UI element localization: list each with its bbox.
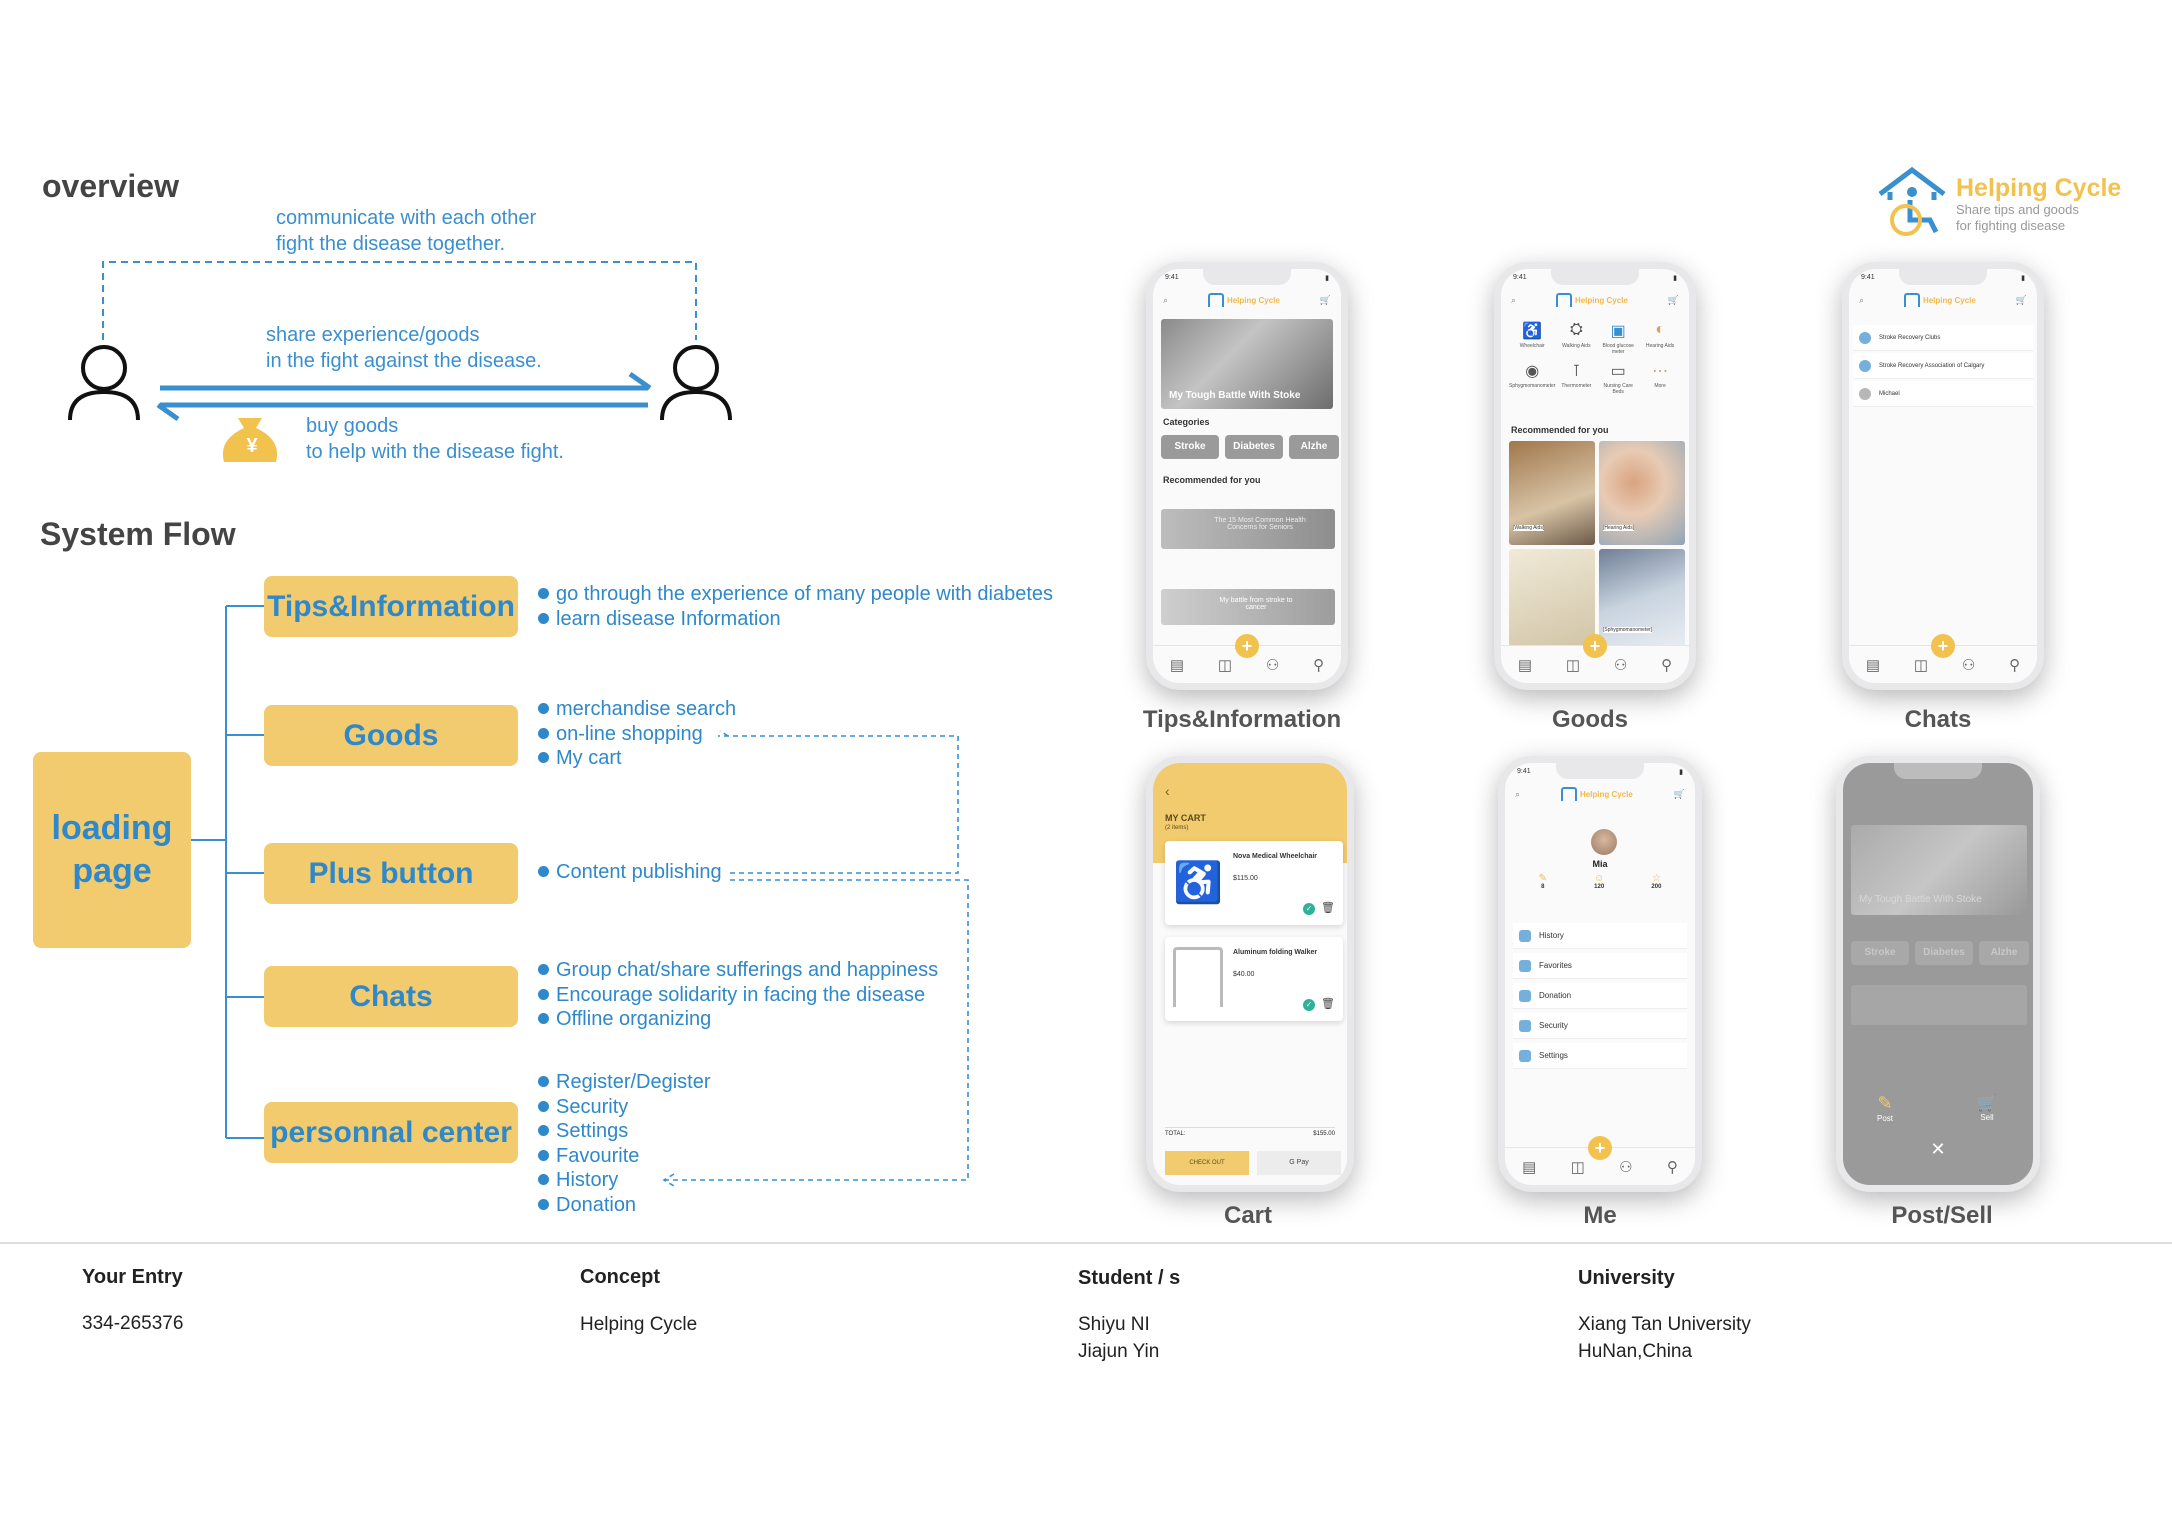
profile-stats bbox=[1515, 873, 1685, 890]
mini-logo bbox=[1556, 293, 1628, 307]
item2-price: $40.00 bbox=[1233, 971, 1255, 978]
close-icon[interactable]: ✕ bbox=[1930, 1139, 1946, 1159]
profile-icon[interactable]: ⚲ bbox=[1666, 1158, 1678, 1176]
label-me: Me bbox=[1583, 1202, 1617, 1229]
menu-history[interactable]: History bbox=[1513, 923, 1687, 949]
chats-topbar bbox=[1849, 285, 2037, 315]
system-flow-title: System Flow bbox=[40, 516, 236, 552]
phone-post-sell bbox=[1836, 756, 2040, 1192]
tips-bullet-2: learn disease Information bbox=[538, 607, 1053, 632]
chats-bullet-2: Encourage solidarity in facing the disease bbox=[538, 983, 938, 1008]
university-1: Xiang Tan University bbox=[1578, 1314, 1751, 1335]
group-icon[interactable]: ⚇ bbox=[1613, 656, 1628, 674]
group-icon[interactable]: ⚇ bbox=[1961, 656, 1976, 674]
bag-icon[interactable]: ◫ bbox=[1913, 656, 1929, 674]
label-goods: Goods bbox=[1552, 706, 1628, 733]
cart-item-1[interactable] bbox=[1165, 841, 1343, 925]
total-value: $155.00 bbox=[1313, 1131, 1335, 1137]
categories-title: Categories bbox=[1163, 417, 1210, 427]
menu-security[interactable]: Security bbox=[1513, 1013, 1687, 1039]
cart-icon[interactable]: 🛒 bbox=[1667, 294, 1679, 305]
check-icon[interactable]: ✓ bbox=[1303, 903, 1315, 915]
dimmed-chip-diabetes: Diabetes bbox=[1915, 941, 1973, 965]
node-tips[interactable]: Tips&Information bbox=[264, 576, 518, 637]
phone-notch bbox=[1894, 761, 1982, 779]
overview-title: overview bbox=[42, 168, 179, 204]
walker-image bbox=[1173, 947, 1223, 1007]
mini-logo-name: Helping Cycle bbox=[1922, 295, 1976, 305]
phone-notch bbox=[1899, 267, 1987, 285]
cart-total-row bbox=[1165, 1127, 1335, 1137]
mini-logo-name: Helping Cycle bbox=[1226, 295, 1280, 305]
bag-icon[interactable]: ◫ bbox=[1217, 656, 1233, 674]
tips-card-2[interactable] bbox=[1161, 589, 1335, 625]
goods-recommended-title: Recommended for you bbox=[1511, 425, 1609, 435]
profile-icon[interactable]: ⚲ bbox=[1661, 656, 1673, 674]
battery-icon: ▮ bbox=[1673, 275, 1677, 282]
university-label: University bbox=[1578, 1267, 1675, 1289]
battery-icon: ▮ bbox=[1325, 275, 1329, 282]
money-symbol: ¥ bbox=[246, 435, 258, 457]
tips-hero-image[interactable] bbox=[1161, 319, 1333, 409]
chat-item[interactable]: Michael bbox=[1853, 381, 2033, 407]
entry-value: 334-265376 bbox=[82, 1313, 184, 1334]
search-icon[interactable]: ⌕ bbox=[1511, 294, 1517, 305]
cart-icon[interactable]: 🛒 bbox=[1673, 788, 1685, 799]
chats-bullet-1: Group chat/share sufferings and happiness bbox=[538, 958, 938, 983]
logo-tagline-1: Share tips and goods bbox=[1956, 202, 2079, 217]
loading-page-line-1: loading bbox=[51, 809, 173, 847]
label-chats: Chats bbox=[1904, 706, 1972, 733]
personal-bullet-1: Register/Degister bbox=[538, 1070, 711, 1095]
hero-caption: My Tough Battle With Stoke bbox=[1169, 390, 1301, 401]
phone-notch bbox=[1551, 267, 1639, 285]
trash-icon[interactable]: 🗑 bbox=[1321, 902, 1335, 914]
post-option[interactable] bbox=[1865, 1093, 1905, 1123]
category-more[interactable]: ⋯ More bbox=[1652, 363, 1669, 389]
battery-icon: ▮ bbox=[1679, 769, 1683, 776]
goods-tag-3: [Sphygmomanometer] bbox=[1603, 627, 1653, 633]
buy-line-2: to help with the disease fight. bbox=[306, 441, 564, 463]
goods-bullets bbox=[538, 697, 736, 771]
avatar[interactable] bbox=[1591, 829, 1617, 855]
phone-cart bbox=[1146, 756, 1354, 1192]
status-time: 9:41 bbox=[1517, 768, 1531, 775]
chats-bullet-3: Offline organizing bbox=[538, 1007, 938, 1032]
goods-tag-1: [Walking Aids] bbox=[1513, 525, 1545, 531]
category-nursing-beds[interactable]: ▭ Nursing Care Beds bbox=[1603, 363, 1633, 395]
chat-item[interactable]: Stroke Recovery Clubs bbox=[1853, 325, 2033, 351]
plus-button[interactable]: + bbox=[1931, 634, 1955, 658]
dimmed-hero bbox=[1851, 825, 2027, 915]
search-icon[interactable]: ⌕ bbox=[1515, 788, 1521, 799]
goods-tag-2: [Hearing Aids] bbox=[1603, 525, 1635, 531]
group-icon[interactable]: ⚇ bbox=[1619, 1158, 1633, 1176]
sell-label: Sell bbox=[1980, 1113, 1994, 1122]
dimmed-chip-stroke: Stroke bbox=[1851, 941, 1909, 965]
tips-bullet-1: go through the experience of many people with diabetes bbox=[538, 582, 1053, 607]
status-time: 9:41 bbox=[1513, 274, 1527, 281]
status-time: 9:41 bbox=[1165, 274, 1179, 281]
tips-bullets bbox=[538, 582, 1053, 631]
phone-notch bbox=[1203, 267, 1291, 285]
buy-line-1: buy goods bbox=[306, 415, 399, 437]
bag-icon[interactable]: ◫ bbox=[1570, 1158, 1585, 1176]
chat-item[interactable]: Stroke Recovery Association of Calgary bbox=[1853, 353, 2033, 379]
cart-title: MY CART bbox=[1165, 813, 1206, 823]
share-line-2: in the fight against the disease. bbox=[266, 350, 542, 372]
dimmed-card bbox=[1851, 985, 2027, 1025]
cart-count: (2 items) bbox=[1165, 825, 1189, 831]
sell-option[interactable] bbox=[1967, 1093, 2007, 1122]
cart-icon[interactable]: 🛒 bbox=[2015, 294, 2027, 305]
mini-logo bbox=[1561, 787, 1633, 801]
plus-button[interactable]: + bbox=[1583, 634, 1607, 658]
category-wheelchair[interactable]: ♿ Wheelchair bbox=[1519, 323, 1545, 349]
student-label: Student / s bbox=[1078, 1267, 1181, 1289]
dimmed-chip-alzhe: Alzhe bbox=[1979, 941, 2029, 965]
card2-caption: My battle from stroke to cancer bbox=[1219, 597, 1293, 611]
share-line-1: share experience/goods bbox=[266, 324, 480, 346]
university-values bbox=[1578, 1311, 1751, 1365]
chats-bullets bbox=[538, 958, 938, 1032]
card1-caption: The 15 Most Common Health Concerns for Seniors bbox=[1214, 517, 1306, 531]
category-hearing-aids[interactable]: ◐ Hearing Aids bbox=[1645, 321, 1675, 349]
goods-product-1[interactable] bbox=[1509, 441, 1595, 545]
search-icon[interactable]: ⌕ bbox=[1163, 294, 1169, 305]
menu-settings[interactable]: Settings bbox=[1513, 1043, 1687, 1069]
goods-product-3[interactable] bbox=[1509, 549, 1595, 649]
sell-cart-icon: 🛒 bbox=[1977, 1095, 1997, 1112]
tab-bar bbox=[1849, 636, 2037, 683]
mini-logo bbox=[1904, 293, 1976, 307]
profile-icon[interactable]: ⚲ bbox=[1313, 656, 1325, 674]
dimmed-hero-caption: My Tough Battle With Stoke bbox=[1859, 894, 1982, 905]
node-chats[interactable]: Chats bbox=[264, 966, 518, 1027]
tips-topbar bbox=[1153, 285, 1341, 315]
student-1: Shiyu NI bbox=[1078, 1314, 1150, 1335]
search-icon[interactable]: ⌕ bbox=[1859, 294, 1865, 305]
item1-name: Nova Medical Wheelchair bbox=[1233, 853, 1318, 860]
goods-product-2[interactable] bbox=[1599, 441, 1685, 545]
menu-donation[interactable]: Donation bbox=[1513, 983, 1687, 1009]
footer-divider bbox=[0, 1242, 2172, 1244]
loading-page-line-2: page bbox=[72, 852, 152, 890]
tips-card-1[interactable] bbox=[1161, 509, 1335, 549]
home-icon[interactable]: ▤ bbox=[1865, 656, 1881, 674]
profile-icon[interactable]: ⚲ bbox=[2009, 656, 2021, 674]
goods-topbar bbox=[1501, 285, 1689, 315]
goods-bullet-1: merchandise search bbox=[538, 697, 736, 722]
battery-icon: ▮ bbox=[2021, 275, 2025, 282]
item2-name: Aluminum folding Walker bbox=[1233, 949, 1318, 956]
recommended-title: Recommended for you bbox=[1163, 475, 1261, 485]
logo-name: Helping Cycle bbox=[1956, 174, 2122, 202]
total-label: TOTAL: bbox=[1165, 1131, 1186, 1137]
gpay-button[interactable]: G Pay bbox=[1257, 1151, 1341, 1175]
plus-bullets bbox=[538, 860, 722, 885]
bag-icon[interactable]: ◫ bbox=[1565, 656, 1581, 674]
tab-bar bbox=[1505, 1138, 1695, 1185]
home-icon[interactable]: ▤ bbox=[1169, 656, 1185, 674]
logo-icon bbox=[1876, 164, 1952, 240]
phone-me bbox=[1498, 756, 1702, 1192]
goods-category-grid bbox=[1509, 321, 1681, 395]
phone-chats bbox=[1842, 262, 2044, 690]
cart-item-2[interactable] bbox=[1165, 937, 1343, 1021]
menu-favorites[interactable]: Favorites bbox=[1513, 953, 1687, 979]
stat-following[interactable]: ☆ 200 bbox=[1651, 873, 1662, 890]
category-thermometer[interactable]: ⊺ Thermometer bbox=[1561, 363, 1592, 389]
checkout-button[interactable]: CHECK OUT bbox=[1165, 1151, 1249, 1175]
loading-page-node[interactable] bbox=[33, 752, 191, 948]
phone-tips bbox=[1146, 262, 1348, 690]
goods-bullet-3: My cart bbox=[538, 746, 736, 771]
mini-logo-name: Helping Cycle bbox=[1579, 789, 1633, 799]
profile-name: Mia bbox=[1592, 859, 1608, 869]
personal-bullet-4: Favourite bbox=[538, 1144, 711, 1169]
post-label: Post bbox=[1876, 1114, 1893, 1123]
category-walking-aids[interactable]: ⛭ Walking Aids bbox=[1562, 321, 1591, 349]
concept-value: Helping Cycle bbox=[580, 1314, 698, 1335]
entry-label: Your Entry bbox=[82, 1266, 183, 1288]
concept-label: Concept bbox=[580, 1266, 660, 1288]
plus-button[interactable]: + bbox=[1588, 1136, 1612, 1160]
plus-bullet-1: Content publishing bbox=[538, 860, 722, 885]
logo-tagline-2: for fighting disease bbox=[1956, 218, 2066, 233]
post-icon: ✎ bbox=[1877, 1093, 1893, 1113]
category-sphygmomanometer[interactable]: ◉ Sphygmomanometer bbox=[1509, 363, 1556, 389]
tab-bar bbox=[1153, 636, 1341, 683]
node-personal-center[interactable]: personnal center bbox=[264, 1102, 518, 1163]
item1-price: $115.00 bbox=[1233, 875, 1258, 882]
communicate-line-2: fight the disease together. bbox=[276, 233, 506, 255]
phone-notch bbox=[1556, 761, 1644, 779]
mini-logo bbox=[1208, 293, 1280, 307]
phone-goods bbox=[1494, 262, 1696, 690]
category-alzheimers[interactable]: Alzhe bbox=[1289, 435, 1339, 459]
category-glucose-meter[interactable]: ▣ Blood glucose meter bbox=[1602, 323, 1634, 355]
personal-bullet-2: Security bbox=[538, 1095, 711, 1120]
goods-product-4[interactable] bbox=[1599, 549, 1685, 649]
trash-icon[interactable]: 🗑 bbox=[1321, 998, 1335, 1010]
personal-bullets bbox=[538, 1070, 711, 1218]
personal-bullet-3: Settings bbox=[538, 1119, 711, 1144]
personal-bullet-5: History bbox=[538, 1168, 711, 1193]
label-cart: Cart bbox=[1223, 1202, 1272, 1229]
home-icon[interactable]: ▤ bbox=[1517, 656, 1533, 674]
home-icon[interactable]: ▤ bbox=[1522, 1158, 1537, 1176]
mini-logo-name: Helping Cycle bbox=[1574, 295, 1628, 305]
status-time: 9:41 bbox=[1861, 274, 1875, 281]
label-post-sell: Post/Sell bbox=[1891, 1202, 1993, 1229]
stat-followers[interactable]: ☺ 120 bbox=[1594, 873, 1605, 890]
wheelchair-image: ♿ bbox=[1173, 861, 1223, 905]
helping-cycle-logo bbox=[1876, 164, 2122, 240]
check-icon[interactable]: ✓ bbox=[1303, 999, 1315, 1011]
back-icon[interactable]: ‹ bbox=[1165, 783, 1170, 799]
me-topbar bbox=[1505, 779, 1695, 809]
category-stroke[interactable]: Stroke bbox=[1161, 435, 1219, 459]
label-tips: Tips&Information bbox=[1142, 706, 1342, 733]
stat-posts[interactable]: ✎ 8 bbox=[1538, 873, 1547, 890]
student-2: Jiajun Yin bbox=[1078, 1341, 1160, 1362]
node-plus-button[interactable]: Plus button bbox=[264, 843, 518, 904]
student-names bbox=[1078, 1311, 1159, 1365]
node-goods[interactable]: Goods bbox=[264, 705, 518, 766]
communicate-line-1: communicate with each other bbox=[276, 207, 537, 229]
category-diabetes[interactable]: Diabetes bbox=[1225, 435, 1283, 459]
plus-button[interactable]: + bbox=[1235, 634, 1259, 658]
goods-bullet-2: on-line shopping bbox=[538, 722, 736, 747]
university-2: HuNan,China bbox=[1578, 1341, 1693, 1362]
tab-bar bbox=[1501, 636, 1689, 683]
group-icon[interactable]: ⚇ bbox=[1265, 656, 1280, 674]
cart-icon[interactable]: 🛒 bbox=[1319, 294, 1331, 305]
personal-bullet-6: Donation bbox=[538, 1193, 711, 1218]
